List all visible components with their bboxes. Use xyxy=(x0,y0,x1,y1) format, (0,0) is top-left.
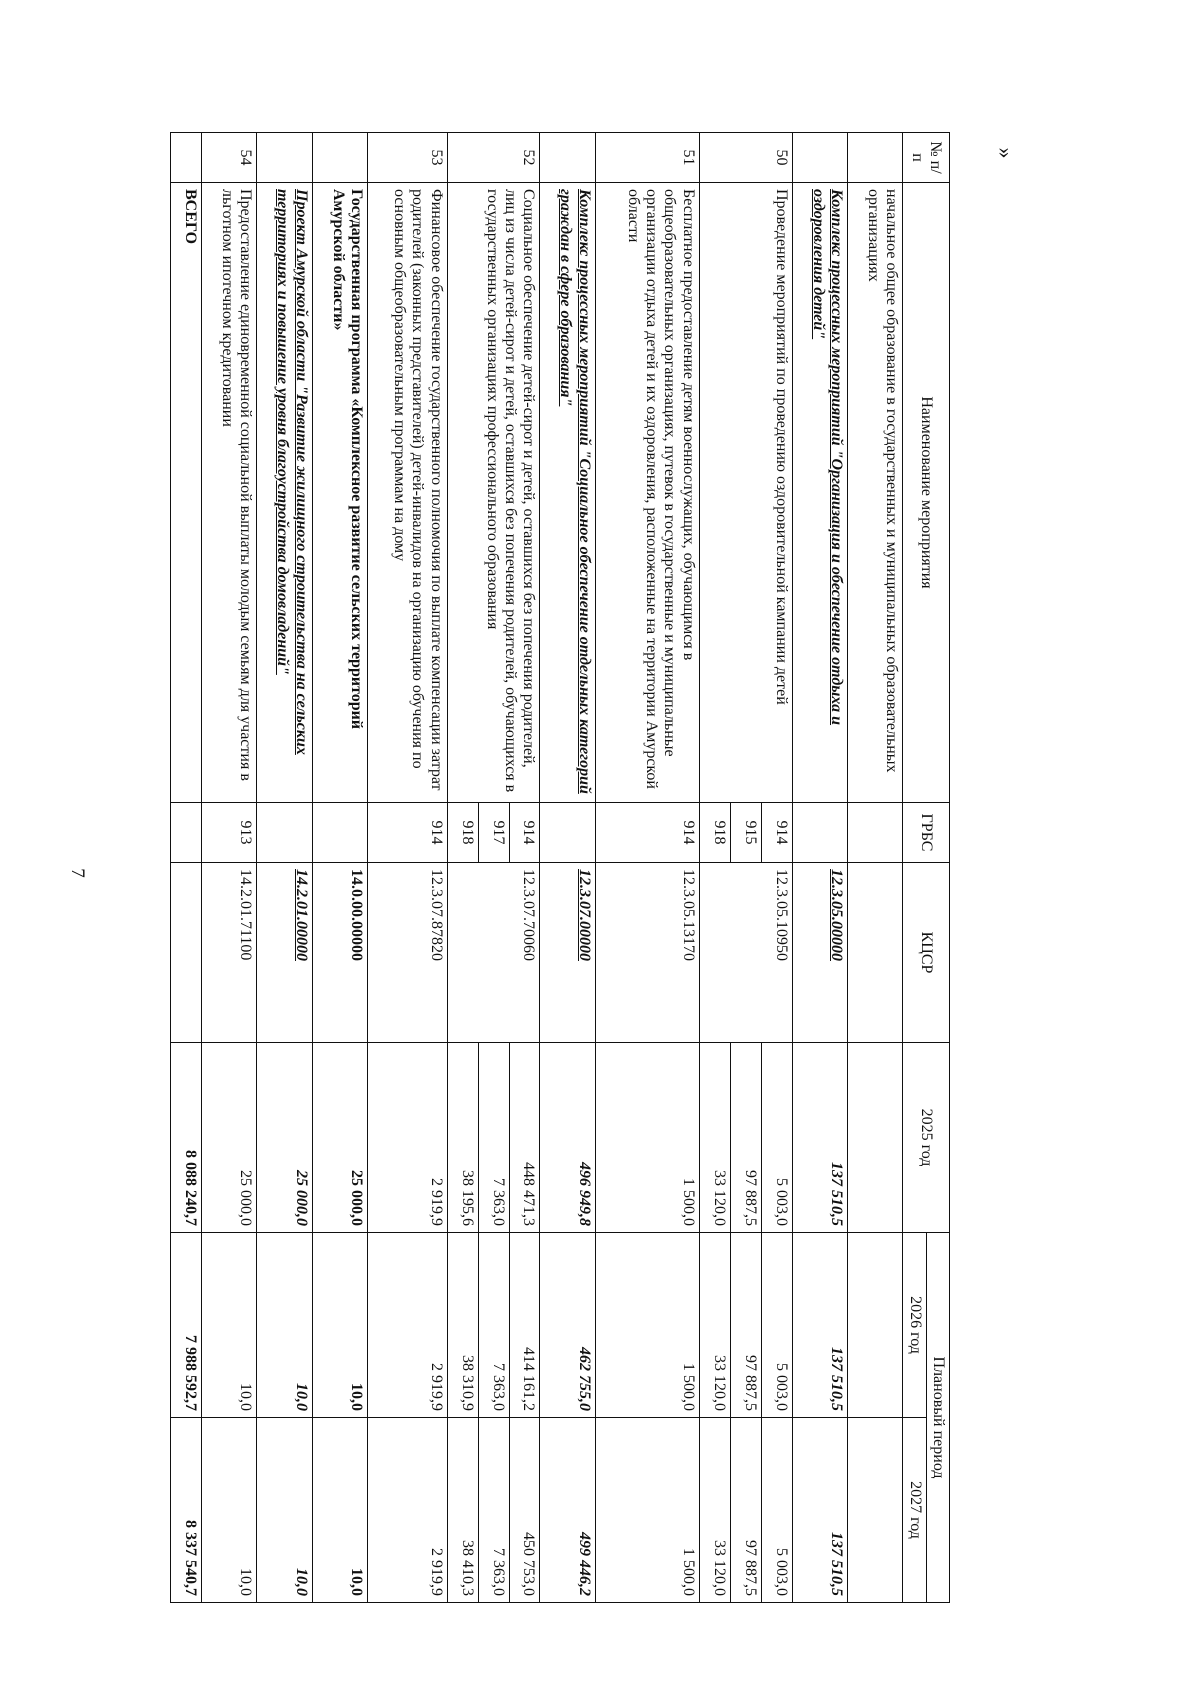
table-row xyxy=(257,133,312,1603)
row-number: 53 xyxy=(367,133,447,183)
table-row xyxy=(595,133,699,1603)
header-no: № п/п xyxy=(903,133,950,183)
row-kcsr: 12.3.05.13170 xyxy=(595,863,699,1043)
row-2026: 414 161,2 xyxy=(509,1233,540,1418)
total-label: ВСЕГО xyxy=(171,183,202,803)
header-grbs: ГРБС xyxy=(903,803,950,863)
row-kcsr: 14.2.01.71100 xyxy=(202,863,257,1043)
row-2027: 137 510,5 xyxy=(792,1418,847,1603)
page-number: 7 xyxy=(66,868,88,878)
header-plan-period: Плановый период xyxy=(926,1233,949,1603)
row-2026: 1 500,0 xyxy=(595,1233,699,1418)
row-2027: 7 363,0 xyxy=(478,1418,509,1603)
row-2026: 7 363,0 xyxy=(478,1233,509,1418)
header-kcsr: КЦСР xyxy=(903,863,950,1043)
row-kcsr: 12.3.05.10950 xyxy=(699,863,792,1043)
row-name: Предоставление единовременной социальной выплаты молодым семьям для участия в льготном ипотечном кредитовании xyxy=(202,183,257,803)
header-2026: 2026 год xyxy=(903,1233,926,1418)
row-2027: 5 003,0 xyxy=(761,1418,792,1603)
row-2027: 1 500,0 xyxy=(595,1418,699,1603)
row-grbs: 918 xyxy=(447,803,478,863)
row-name: Бесплатное предоставление детям военнослужащих, обучающимся в общеобразовательных организациях, путевок в государственные и муниципальные организации отдыха детей и их оздоровления, расположенные на территории Амурской области xyxy=(595,183,699,803)
row-2026: 97 887,5 xyxy=(730,1233,761,1418)
row-grbs: 914 xyxy=(509,803,540,863)
row-2026: 5 003,0 xyxy=(761,1233,792,1418)
row-name: Комплекс процессных мероприятий "Социальное обеспечение отдельных категорий граждан в сфере образования" xyxy=(540,183,595,803)
row-2026: 137 510,5 xyxy=(792,1233,847,1418)
row-name: Финансовое обеспечение государственного полномочия по выплате компенсации затрат родителей (законных представителей) детей-инвалидов на организацию обучения по основным общеобразовательным программам на дому xyxy=(367,183,447,803)
row-2025: 33 120,0 xyxy=(699,1043,730,1233)
table-row xyxy=(312,133,367,1603)
total-grbs-cell xyxy=(171,803,202,863)
row-number: 54 xyxy=(202,133,257,183)
row-kcsr: 12.3.07.00000 xyxy=(540,863,595,1043)
row-number xyxy=(312,133,367,183)
row-kcsr: 12.3.07.87820 xyxy=(367,863,447,1043)
row-2026: 10,0 xyxy=(257,1233,312,1418)
closing-quote: » xyxy=(993,147,1019,159)
row-grbs: 915 xyxy=(730,803,761,863)
row-2026 xyxy=(847,1233,902,1418)
row-grbs: 914 xyxy=(595,803,699,863)
row-kcsr: 12.3.05.00000 xyxy=(792,863,847,1043)
row-2026: 462 755,0 xyxy=(540,1233,595,1418)
row-2027: 33 120,0 xyxy=(699,1418,730,1603)
row-grbs xyxy=(540,803,595,863)
row-2027: 97 887,5 xyxy=(730,1418,761,1603)
row-2025: 5 003,0 xyxy=(761,1043,792,1233)
row-2027: 10,0 xyxy=(257,1418,312,1603)
row-grbs: 914 xyxy=(367,803,447,863)
row-2025: 2 919,9 xyxy=(367,1043,447,1233)
row-grbs: 918 xyxy=(699,803,730,863)
table-row xyxy=(761,133,792,1603)
row-2025: 1 500,0 xyxy=(595,1043,699,1233)
row-2027: 499 446,2 xyxy=(540,1418,595,1603)
total-kcsr-cell xyxy=(171,863,202,1043)
row-name: Комплекс процессных мероприятий "Организация и обеспечение отдыха и оздоровления детей" xyxy=(792,183,847,803)
row-grbs xyxy=(312,803,367,863)
row-kcsr: 12.3.07.70060 xyxy=(447,863,540,1043)
row-name: Государственная программа «Комплексное развитие сельских территорий Амурской области» xyxy=(312,183,367,803)
row-2026: 38 310,9 xyxy=(447,1233,478,1418)
row-2027 xyxy=(847,1418,902,1603)
row-2025: 97 887,5 xyxy=(730,1043,761,1233)
row-2025: 137 510,5 xyxy=(792,1043,847,1233)
row-grbs: 917 xyxy=(478,803,509,863)
row-grbs xyxy=(847,803,902,863)
total-number-cell xyxy=(171,133,202,183)
row-2025: 25 000,0 xyxy=(312,1043,367,1233)
row-kcsr: 14.2.01.00000 xyxy=(257,863,312,1043)
row-name: начальное общее образование в государственных и муниципальных образовательных организациях xyxy=(847,183,902,803)
row-2025: 448 471,3 xyxy=(509,1043,540,1233)
row-2027: 38 410,3 xyxy=(447,1418,478,1603)
row-2026: 10,0 xyxy=(202,1233,257,1418)
row-2025: 7 363,0 xyxy=(478,1043,509,1233)
row-2026: 2 919,9 xyxy=(367,1233,447,1418)
table-row xyxy=(540,133,595,1603)
row-2027: 450 753,0 xyxy=(509,1418,540,1603)
row-kcsr: 14.0.00.00000 xyxy=(312,863,367,1043)
table-row xyxy=(847,133,902,1603)
budget-table xyxy=(170,132,950,1603)
row-2025: 38 195,6 xyxy=(447,1043,478,1233)
row-kcsr xyxy=(847,863,902,1043)
header-name: Наименование мероприятия xyxy=(903,183,950,803)
row-2027: 10,0 xyxy=(202,1418,257,1603)
table-row xyxy=(792,133,847,1603)
header-2025: 2025 год xyxy=(903,1043,950,1233)
row-2025: 496 949,8 xyxy=(540,1043,595,1233)
row-number: 51 xyxy=(595,133,699,183)
table-row xyxy=(367,133,447,1603)
total-2026: 7 988 592,7 xyxy=(171,1233,202,1418)
row-grbs xyxy=(257,803,312,863)
row-name: Социальное обеспечение детей-сирот и детей, оставшихся без попечения родителей, лиц из числа детей-сирот и детей, оставшихся без попечения родителей, обучающихся в государственных организациях профессионального образования xyxy=(447,183,540,803)
row-2026: 10,0 xyxy=(312,1233,367,1418)
table-row xyxy=(202,133,257,1603)
row-number: 50 xyxy=(699,133,792,183)
row-2025 xyxy=(847,1043,902,1233)
row-2025: 25 000,0 xyxy=(257,1043,312,1233)
row-grbs xyxy=(792,803,847,863)
row-number xyxy=(847,133,902,183)
row-grbs: 914 xyxy=(761,803,792,863)
row-2025: 25 000,0 xyxy=(202,1043,257,1233)
row-number: 52 xyxy=(447,133,540,183)
table-row xyxy=(509,133,540,1603)
row-2027: 10,0 xyxy=(312,1418,367,1603)
header-2027: 2027 год xyxy=(903,1418,926,1603)
rotated-table-wrapper xyxy=(170,132,950,1602)
row-name: Проект Амурской области "Развитие жилищного строительства на сельских территориях и повышение уровня благоустройства домовладений" xyxy=(257,183,312,803)
row-number xyxy=(792,133,847,183)
total-row xyxy=(171,133,202,1603)
row-2026: 33 120,0 xyxy=(699,1233,730,1418)
row-2027: 2 919,9 xyxy=(367,1418,447,1603)
row-number xyxy=(540,133,595,183)
total-2025: 8 088 240,7 xyxy=(171,1043,202,1233)
total-2027: 8 337 540,7 xyxy=(171,1418,202,1603)
row-number xyxy=(257,133,312,183)
row-name: Проведение мероприятий по проведению оздоровительной кампании детей xyxy=(699,183,792,803)
row-grbs: 913 xyxy=(202,803,257,863)
